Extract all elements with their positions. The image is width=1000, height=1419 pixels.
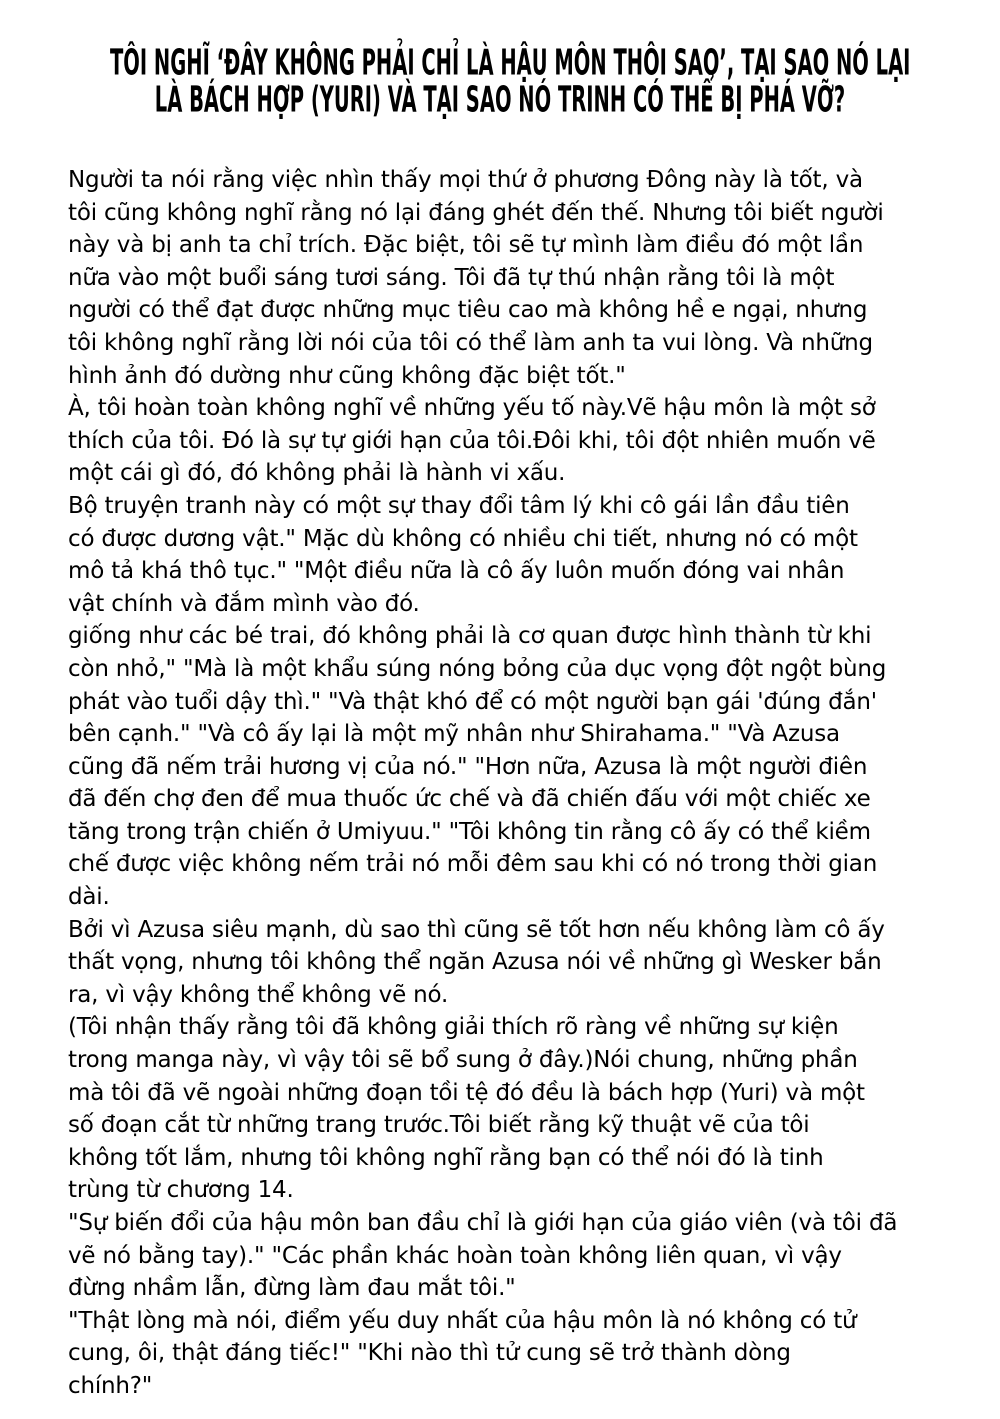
text-line: thích của tôi. Đó là sự tự giới hạn của tôi.Đôi khi, tôi đột nhiên muốn vẽ: [68, 427, 876, 454]
text-line: này và bị anh ta chỉ trích. Đặc biệt, tôi sẽ tự mình làm điều đó một lần: [68, 232, 864, 259]
page-title-line-2: LÀ BÁCH HỢP (YURI) VÀ TẠI SAO NÓ TRINH CÓ THỂ BỊ PHÁ VỠ?: [154, 78, 846, 121]
text-line: còn nhỏ," "Mà là một khẩu súng nóng bỏng của dục vọng đột ngột bùng: [68, 655, 887, 682]
text-line: vật chính và đắm mình vào đó.: [68, 590, 420, 617]
text-line: mà tôi đã vẽ ngoài những đoạn tồi tệ đó đều là bách hợp (Yuri) và một: [68, 1079, 865, 1106]
text-line: mô tả khá thô tục." "Một điều nữa là cô ấy luôn muốn đóng vai nhân: [68, 558, 845, 585]
text-line: "Sự biến đổi của hậu môn ban đầu chỉ là giới hạn của giáo viên (và tôi đã: [68, 1210, 898, 1236]
text-line: số đoạn cắt từ những trang trước.Tôi biết rằng kỹ thuật vẽ của tôi: [68, 1112, 810, 1139]
text-line: cũng đã nếm trải hương vị của nó." "Hơn nữa, Azusa là một người điên: [68, 753, 868, 780]
text-line: người có thể đạt được những mục tiêu cao mà không hề e ngại, nhưng: [68, 297, 868, 324]
text-line: tôi cũng không nghĩ rằng nó lại đáng ghét đến thế. Nhưng tôi biết người: [68, 199, 884, 226]
text-line: À, tôi hoàn toàn không nghĩ về những yếu tố này.Vẽ hậu môn là một sở: [68, 395, 876, 422]
text-line: Bởi vì Azusa siêu mạnh, dù sao thì cũng sẽ tốt hơn nếu không làm cô ấy: [68, 916, 885, 943]
text-line: "Thật lòng mà nói, điểm yếu duy nhất của hậu môn là nó không có tử: [68, 1307, 857, 1334]
text-line: nữa vào một buổi sáng tươi sáng. Tôi đã tự thú nhận rằng tôi là một: [68, 264, 835, 291]
page-title: [0, 41, 1000, 121]
text-line: một cái gì đó, đó không phải là hành vi xấu.: [68, 460, 566, 487]
text-line: dài.: [68, 884, 110, 911]
text-line: ra, vì vậy không thể không vẽ nó.: [68, 981, 449, 1008]
page-title-line-1: TÔI NGHĨ ‘ĐÂY KHÔNG PHẢI CHỈ LÀ HẬU MÔN THÔI SAO’, TẠI SAO NÓ LẠI: [110, 41, 911, 84]
text-line: giống như các bé trai, đó không phải là cơ quan được hình thành từ khi: [68, 623, 872, 650]
text-line: không tốt lắm, nhưng tôi không nghĩ rằng bạn có thể nói đó là tinh: [68, 1144, 824, 1171]
text-line: phát vào tuổi dậy thì." "Và thật khó để có một người bạn gái 'đúng đắn': [68, 688, 877, 715]
text-line: chính?": [68, 1372, 153, 1399]
text-line: đã đến chợ đen để mua thuốc ức chế và đã chiến đấu với một chiếc xe: [68, 786, 871, 813]
text-line: (Tôi nhận thấy rằng tôi đã không giải thích rõ ràng về những sự kiện: [68, 1014, 839, 1041]
text-line: Bộ truyện tranh này có một sự thay đổi tâm lý khi cô gái lần đầu tiên: [68, 492, 850, 519]
text-line: có được dương vật." Mặc dù không có nhiều chi tiết, nhưng nó có một: [68, 525, 858, 552]
text-line: bên cạnh." "Và cô ấy lại là một mỹ nhân như Shirahama." "Và Azusa: [68, 721, 840, 748]
note-body-text: [68, 164, 960, 1403]
text-line: thất vọng, nhưng tôi không thể ngăn Azusa nói về những gì Wesker bắn: [68, 949, 882, 976]
text-line: tôi không nghĩ rằng lời nói của tôi có thể làm anh ta vui lòng. Và những: [68, 329, 873, 356]
text-line: Người ta nói rằng việc nhìn thấy mọi thứ ở phương Đông này là tốt, và: [68, 167, 863, 193]
text-line: trong manga này, vì vậy tôi sẽ bổ sung ở đây.)Nói chung, những phần: [68, 1047, 858, 1074]
text-line: chế được việc không nếm trải nó mỗi đêm sau khi có nó trong thời gian: [68, 851, 878, 878]
text-line: vẽ nó bằng tay)." "Các phần khác hoàn toàn không liên quan, vì vậy: [68, 1242, 842, 1269]
text-line: hình ảnh đó dường như cũng không đặc biệt tốt.": [68, 362, 626, 389]
text-line: cung, ôi, thật đáng tiếc!" "Khi nào thì tử cung sẽ trở thành dòng: [68, 1340, 791, 1367]
text-line: đừng nhầm lẫn, đừng làm đau mắt tôi.": [68, 1275, 516, 1302]
text-line: tăng trong trận chiến ở Umiyuu." "Tôi không tin rằng cô ấy có thể kiềm: [68, 818, 871, 845]
text-line: trùng từ chương 14.: [68, 1177, 294, 1204]
